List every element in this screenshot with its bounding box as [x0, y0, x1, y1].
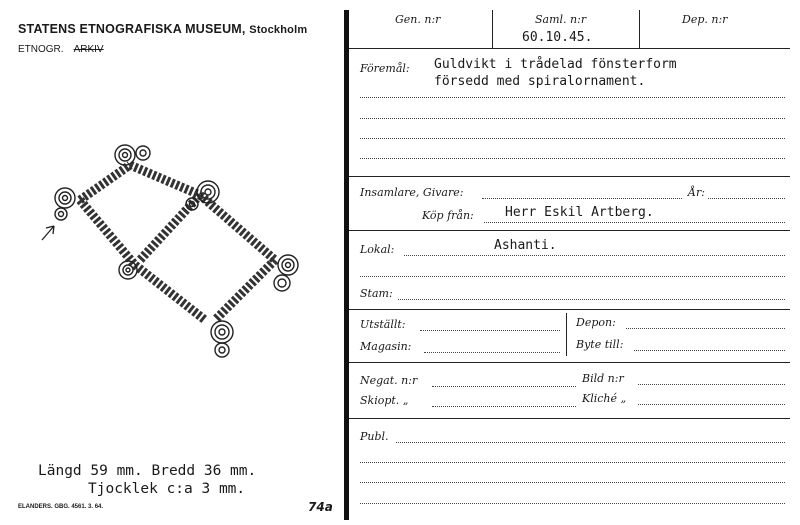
byte-rule [634, 350, 785, 351]
dims-line-1: Längd 59 mm. Bredd 36 mm. [38, 463, 257, 479]
rule-3 [360, 138, 785, 139]
bar-6 [135, 265, 205, 320]
rule-4 [360, 158, 785, 159]
museum-city: Stockholm [249, 24, 308, 36]
foremal-line-2: försedd med spiralornament. [434, 74, 646, 89]
publ-rule-3 [360, 482, 785, 483]
bild-label: Bild n:r [582, 372, 624, 385]
utstallt-divider [566, 313, 567, 356]
negat-rule [432, 386, 576, 387]
gold-weight-drawing [30, 120, 320, 360]
etnogr-line [18, 44, 104, 55]
magasin-label: Magasin: [360, 340, 412, 353]
museum-name: STATENS ETNOGRAFISKA MUSEUM, [18, 22, 246, 36]
card-margin-bar [344, 10, 349, 520]
kliche-rule [638, 404, 785, 405]
bar-2 [130, 165, 200, 195]
bar-7 [215, 260, 275, 320]
bar-3 [80, 200, 135, 265]
skiopt-rule [432, 406, 576, 407]
arrow [42, 226, 54, 240]
spiral-top [115, 145, 150, 165]
byte-label: Byte till: [576, 338, 624, 351]
bild-rule [638, 384, 785, 385]
printer-note: ELANDERS. GBG. 4561. 3. 64. [18, 504, 104, 510]
magasin-rule [424, 352, 560, 353]
header-rule [349, 48, 790, 49]
kop-value: Herr Eskil Artberg. [505, 205, 654, 220]
kliche-label: Kliché „ [582, 392, 627, 405]
insamlare-rule [482, 198, 682, 199]
section-rule-1 [349, 176, 790, 177]
saml-value: 60.10.45. [522, 30, 593, 45]
gen-label: Gen. n:r [395, 13, 441, 26]
saml-label: Saml. n:r [535, 13, 587, 26]
spiral-bottom [211, 321, 233, 357]
dims-line-2: Tjocklek c:a 3 mm. [88, 481, 246, 497]
header-divider-2 [639, 10, 640, 48]
bar-1 [80, 165, 130, 200]
etnogr-label: ETNOGR. [18, 44, 64, 55]
publ-rule-1 [396, 442, 785, 443]
utstallt-rule [420, 330, 560, 331]
depon-label: Depon: [576, 316, 616, 329]
foremal-label: Föremål: [360, 62, 410, 75]
publ-rule-2 [360, 462, 785, 463]
depon-rule [626, 328, 785, 329]
kop-rule [484, 222, 785, 223]
rule-2 [360, 118, 785, 119]
dimensions [38, 462, 256, 498]
publ-label: Publ. [360, 430, 389, 443]
ar-label: År: [688, 186, 705, 199]
museum-header [18, 22, 307, 36]
utstallt-label: Utställt: [360, 318, 406, 331]
publ-rule-4 [360, 503, 785, 504]
spiral-left [55, 188, 75, 220]
bar-4 [140, 195, 200, 260]
insamlare-label: Insamlare, Givare: [360, 186, 464, 199]
negat-label: Negat. n:r [360, 374, 418, 387]
section-rule-2 [349, 230, 790, 231]
kop-label: Köp från: [422, 209, 474, 222]
lokal-rule [404, 255, 785, 256]
lokal-label: Lokal: [360, 243, 395, 256]
lokal-value: Ashanti. [494, 238, 557, 253]
spiral-right [274, 255, 298, 291]
handwritten-mark: 74a [308, 500, 333, 514]
rule-1 [360, 97, 785, 98]
section-rule-4 [349, 362, 790, 363]
skiopt-label: Skiopt. „ [360, 394, 409, 407]
section-rule-5 [349, 418, 790, 419]
dep-label: Dep. n:r [682, 13, 728, 26]
lokal-rule-2 [360, 276, 785, 277]
header-divider-1 [492, 10, 493, 48]
stam-rule [398, 299, 785, 300]
stam-label: Stam: [360, 287, 393, 300]
ar-rule [708, 198, 785, 199]
bar-5 [200, 195, 275, 260]
etnogr-struck: ARKIV [73, 44, 104, 55]
section-rule-3 [349, 309, 790, 310]
foremal-line-1: Guldvikt i trådelad fönsterform [434, 57, 677, 72]
